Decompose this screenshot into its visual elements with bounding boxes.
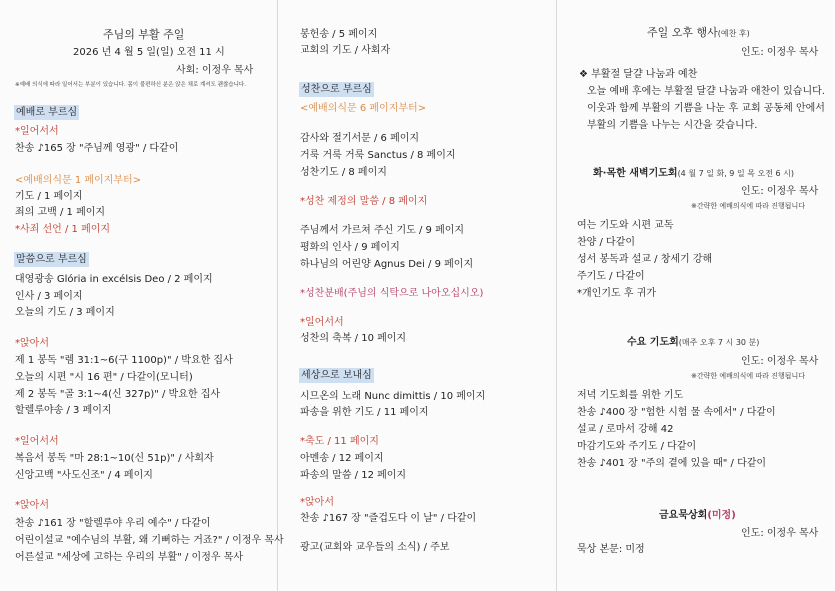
order-of-worship-column-1	[0, 0, 284, 591]
order-item: 교회의 기도 / 사회자	[300, 45, 391, 56]
egg-event-text: 부활의 기쁨을 나누는 시간을 갖습니다.	[587, 120, 758, 131]
order-item: 시므온의 노래 Nunc dimittis / 10 페이지	[300, 391, 486, 402]
wednesday-prayer-leader: 인도: 이정우 목사	[741, 356, 819, 367]
section-header-call-to-worship: 예배로 부르심	[16, 107, 78, 118]
afternoon-title-text: 주일 오후 행사	[647, 26, 718, 39]
wednesday-prayer-detail: (매주 오후 7 시 30 분)	[678, 338, 760, 347]
order-item: 성찬기도 / 8 페이지	[300, 167, 387, 178]
service-title: 주님의 부활 주일	[103, 28, 185, 41]
rubric-sit: *앉아서	[15, 500, 49, 511]
order-item: 할렐루야송 / 3 페이지	[15, 405, 112, 416]
friday-meditation-title	[659, 509, 736, 522]
friday-meditation-status: (미정)	[707, 510, 736, 521]
egg-event-text: 이웃과 함께 부활의 기쁨을 나눈 후 교회 공동체 안에서	[587, 103, 825, 114]
rubric-stand: *일어서서	[15, 436, 59, 447]
order-item: 제 1 봉독 "렘 31:1~6(구 1100p)" / 박요한 집사	[15, 355, 233, 366]
dawn-item: 성서 봉독과 설교 / 창세기 강해	[577, 254, 713, 265]
dawn-prayer-leader: 인도: 이정우 목사	[741, 186, 819, 197]
friday-meditation-text: 묵상 본문: 미정	[577, 544, 645, 555]
wednesday-item: 찬송 ♪400 장 "험한 시험 물 속에서" / 다같이	[577, 407, 776, 418]
hymn-line: 찬송 ♪167 장 "즐겁도다 이 날" / 다같이	[300, 513, 477, 524]
order-of-worship-column-2	[278, 0, 556, 591]
egg-event-text: 오늘 예배 후에는 부활절 달걀 나눔과 애찬이 있습니다.	[587, 86, 825, 97]
order-item: 오늘의 시편 "시 16 편" / 다같이(모니터)	[15, 372, 193, 383]
wednesday-item: 설교 / 로마서 강해 42	[577, 424, 674, 435]
order-item: 어린이설교 "예수님의 부활, 왜 기뻐하는 거죠?" / 이정우 목사	[15, 535, 284, 546]
order-item: 파송의 말씀 / 12 페이지	[300, 470, 407, 481]
afternoon-events-title	[647, 26, 750, 39]
section-header-eucharist: 성찬으로 부르심	[301, 84, 372, 95]
order-item: 신앙고백 "사도신조" / 4 페이지	[15, 470, 153, 481]
order-item: 평화의 인사 / 9 페이지	[300, 242, 400, 253]
afternoon-leader: 인도: 이정우 목사	[741, 47, 819, 58]
order-item: *축도 / 11 페이지	[300, 436, 379, 447]
rubric-stand: *일어서서	[300, 317, 344, 328]
events-column	[557, 0, 835, 591]
wednesday-item: 저녁 기도회를 위한 기도	[577, 390, 684, 401]
dawn-prayer-title	[593, 167, 794, 180]
wednesday-prayer-name: 수요 기도회	[627, 337, 679, 348]
friday-meditation-name: 금요묵상회	[659, 510, 708, 521]
order-item: 파송을 위한 기도 / 11 페이지	[300, 407, 429, 418]
service-datetime: 2026 년 4 월 5 일(일) 오전 11 시	[73, 47, 225, 58]
order-item: 봉헌송 / 5 페이지	[300, 29, 378, 40]
order-item: 인사 / 3 페이지	[15, 291, 83, 302]
service-note: ※예배 의식에 따라 일어서는 부분이 있습니다. 몸이 불편하신 분은 앉은 채로 계셔도 괜찮습니다.	[15, 82, 246, 88]
section-header-word: 말씀으로 부르심	[16, 254, 87, 265]
rubric-sit: *앉아서	[15, 338, 49, 349]
order-item: 오늘의 기도 / 3 페이지	[15, 307, 115, 318]
order-item: *사죄 선언 / 1 페이지	[15, 224, 111, 235]
dawn-item: 찬양 / 다같이	[577, 237, 636, 248]
order-item: 복음서 봉독 "마 28:1~10(신 51p)" / 사회자	[15, 453, 214, 464]
hymn-line: 찬송 ♪161 장 "할렐루야 우리 예수" / 다같이	[15, 518, 211, 529]
dawn-item: 여는 기도와 시편 교독	[577, 220, 674, 231]
hymn-line: 찬송 ♪165 장 "주님께 영광" / 다같이	[15, 143, 179, 154]
service-presider: 사회: 이정우 목사	[176, 65, 254, 76]
dawn-item: 주기도 / 다같이	[577, 271, 645, 282]
dawn-prayer-detail: (4 월 7 일 화, 9 일 목 오전 6 시)	[677, 169, 794, 178]
order-item: 하나님의 어린양 Agnus Dei / 9 페이지	[300, 259, 474, 270]
order-item: 대영광송 Glória in excélsis Deo / 2 페이지	[15, 274, 213, 285]
order-item: 광고(교회와 교우들의 소식) / 주보	[300, 542, 450, 553]
order-item: 감사와 절기서문 / 6 페이지	[300, 133, 420, 144]
order-item: 기도 / 1 페이지	[15, 191, 83, 202]
order-item: 아멘송 / 12 페이지	[300, 453, 384, 464]
order-item: 제 2 봉독 "골 3:1~4(신 327p)" / 박요한 집사	[15, 389, 221, 400]
afternoon-title-suffix: (예찬 후)	[717, 29, 750, 38]
wednesday-item: 찬송 ♪401 장 "주의 곁에 있을 때" / 다같이	[577, 458, 767, 469]
egg-event-title: ❖ 부활절 달걀 나눔과 예찬	[579, 69, 698, 80]
wednesday-prayer-note: ※간략한 예배의식에 따라 진행됩니다	[691, 372, 805, 380]
wednesday-prayer-title	[627, 336, 759, 349]
dawn-prayer-name: 화·목한 새벽기도회	[593, 168, 678, 179]
order-item: *성찬 제정의 말씀 / 8 페이지	[300, 196, 428, 207]
rubric-stand: *일어서서	[15, 126, 59, 137]
liturgy-reference: <예배의식문 1 페이지부터>	[15, 175, 142, 186]
order-item: 죄의 고백 / 1 페이지	[15, 207, 106, 218]
dawn-prayer-note: ※간략한 예배의식에 따라 진행됩니다	[691, 202, 805, 210]
dawn-item: *개인기도 후 귀가	[577, 288, 656, 299]
order-item: *성찬분배(주님의 식탁으로 나아오십시오)	[300, 288, 484, 299]
wednesday-item: 마감기도와 주기도 / 다같이	[577, 441, 697, 452]
liturgy-reference: <예배의식문 6 페이지부터>	[300, 103, 427, 114]
friday-meditation-leader: 인도: 이정우 목사	[741, 528, 819, 539]
order-item: 거룩 거룩 거룩 Sanctus / 8 페이지	[300, 150, 456, 161]
order-item: 주님께서 가르쳐 주신 기도 / 9 페이지	[300, 225, 465, 236]
order-item: 성찬의 축복 / 10 페이지	[300, 333, 407, 344]
rubric-sit: *앉아서	[300, 497, 334, 508]
order-item: 어른설교 "세상에 고하는 우리의 부활" / 이정우 목사	[15, 552, 244, 563]
section-header-sending: 세상으로 보내심	[301, 370, 372, 381]
